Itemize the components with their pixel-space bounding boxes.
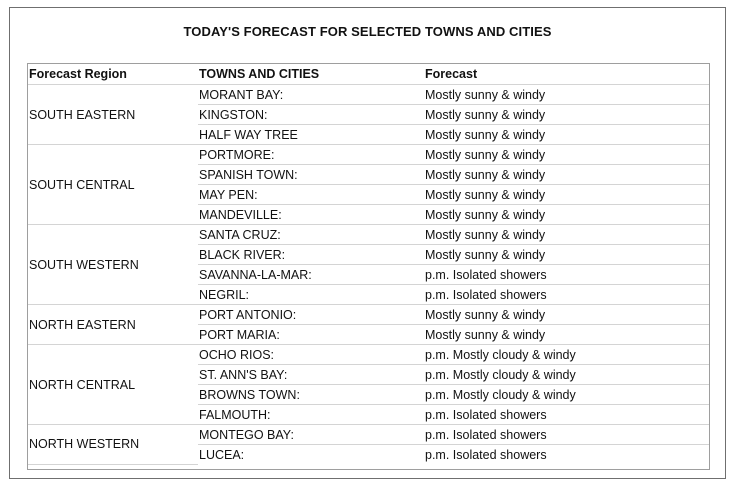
forecast-cell: Mostly sunny & windy [424,245,709,265]
forecast-cell: Mostly sunny & windy [424,145,709,165]
header-towns-and-cities: TOWNS AND CITIES [198,64,424,85]
town-cell: LUCEA: [199,447,245,462]
header-forecast: Forecast [424,64,709,85]
forecast-panel [9,7,726,479]
forecast-cell: Mostly sunny & windy [424,105,709,125]
forecast-cell: p.m. Isolated showers [425,447,547,462]
town-cell: SANTA CRUZ: [198,225,424,245]
forecast-cell: Mostly sunny & windy [424,85,709,105]
forecast-cell: Mostly sunny & windy [424,205,709,225]
region-cell: NORTH CENTRAL [28,345,198,425]
forecast-cell: Mostly sunny & windy [424,225,709,245]
forecast-cell: p.m. Mostly cloudy & windy [424,385,709,405]
forecast-table-container [27,63,710,470]
region-cell: NORTH WESTERN [28,425,198,465]
page-title: TODAY'S FORECAST FOR SELECTED TOWNS AND CITIES [183,24,552,39]
table-row [28,425,709,445]
table-row [28,225,709,245]
forecast-cell: Mostly sunny & windy [424,325,709,345]
table-row [28,305,709,325]
town-cell: OCHO RIOS: [198,345,424,365]
forecast-table [28,64,709,465]
town-cell: BROWNS TOWN: [198,385,424,405]
town-cell: SAVANNA-LA-MAR: [198,265,424,285]
town-cell: MORANT BAY: [198,85,424,105]
forecast-cell: Mostly sunny & windy [424,165,709,185]
forecast-cell: Mostly sunny & windy [424,185,709,205]
town-cell: MONTEGO BAY: [198,425,424,445]
region-cell: SOUTH WESTERN [28,225,198,305]
town-cell: PORTMORE: [198,145,424,165]
table-row [28,85,709,105]
town-cell: PORT ANTONIO: [198,305,424,325]
region-cell: NORTH EASTERN [28,305,198,345]
forecast-cell: p.m. Mostly cloudy & windy [424,365,709,385]
forecast-cell: Mostly sunny & windy [424,125,709,145]
town-cell: SPANISH TOWN: [198,165,424,185]
region-cell: SOUTH CENTRAL [28,145,198,225]
forecast-cell: p.m. Mostly cloudy & windy [424,345,709,365]
town-cell: ST. ANN'S BAY: [198,365,424,385]
header-forecast-region: Forecast Region [28,64,198,85]
town-cell: PORT MARIA: [198,325,424,345]
forecast-cell: p.m. Isolated showers [424,405,709,425]
town-cell: BLACK RIVER: [198,245,424,265]
region-cell: SOUTH EASTERN [28,85,198,145]
town-cell: MAY PEN: [198,185,424,205]
table-row [28,345,709,365]
forecast-cell: p.m. Isolated showers [424,265,709,285]
town-cell: KINGSTON: [198,105,424,125]
town-cell: MANDEVILLE: [198,205,424,225]
forecast-cell: p.m. Isolated showers [424,425,709,445]
forecast-cell: p.m. Isolated showers [424,285,709,305]
town-cell: HALF WAY TREE [198,125,424,145]
town-cell: NEGRIL: [198,285,424,305]
table-body [28,85,709,465]
forecast-cell: Mostly sunny & windy [424,305,709,325]
table-header-row [28,64,709,85]
town-cell: FALMOUTH: [198,405,424,425]
table-row [28,145,709,165]
